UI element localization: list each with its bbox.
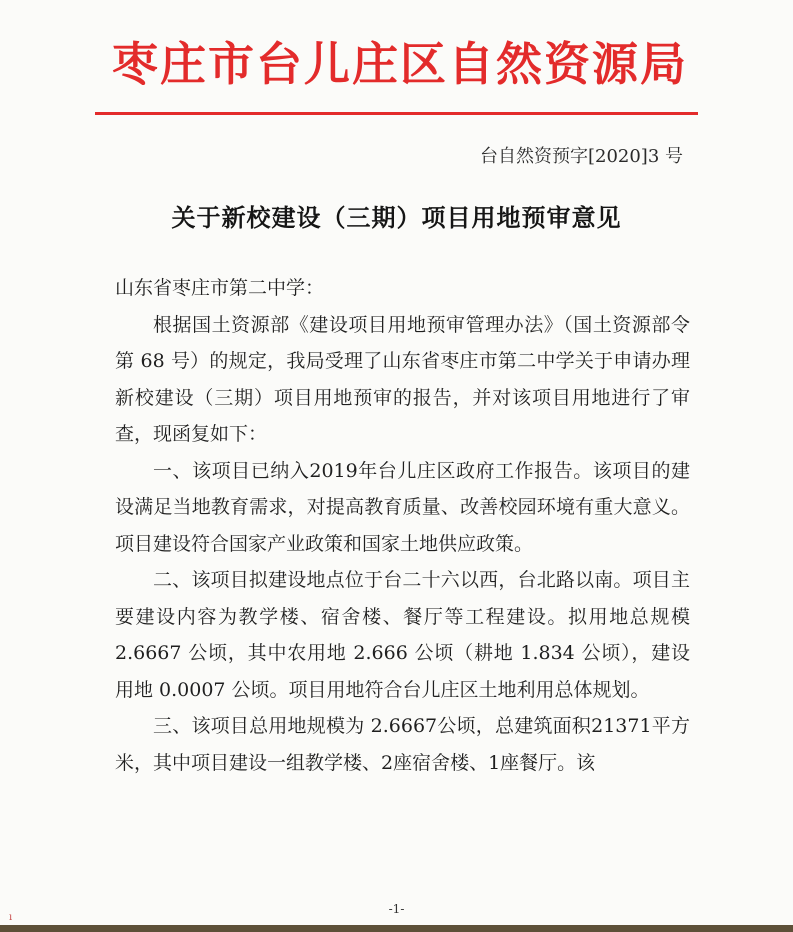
body-paragraph: 二、该项目拟建设地点位于台二十六以西，台北路以南。项目主要建设内容为教学楼、宿舍楼、餐厅等工程建设。拟用地总规模 2.6667 公顷，其中农用地 2.666 公顷（耕地 1.834 公顷），建设用地 0.0007 公顷。项目用地符合台儿庄区土地利用总体规划。 (115, 569, 690, 701)
scan-bottom-band (0, 925, 793, 932)
page-number: -1- (388, 902, 405, 916)
header-organization-title: 枣庄市台儿庄区自然资源局 (112, 37, 688, 91)
scan-edge-mark: ı (9, 912, 13, 923)
document-body (115, 270, 690, 781)
header-red-divider (95, 112, 698, 115)
body-paragraph: 一、该项目已纳入2019年台儿庄区政府工作报告。该项目的建设满足当地教育需求，对提高教育质量、改善校园环境有重大意义。项目建设符合国家产业政策和国家土地供应政策。 (115, 459, 690, 555)
salutation: 山东省枣庄市第二中学： (115, 277, 325, 299)
body-paragraph: 三、该项目总用地规模为 2.6667公顷，总建筑面积21371平方米，其中项目建设一组教学楼、2座宿舍楼、1座餐厅。该 (115, 715, 690, 774)
body-paragraph: 根据国土资源部《建设项目用地预审管理办法》（国土资源部令第 68 号）的规定，我局受理了山东省枣庄市第二中学关于申请办理新校建设（三期）项目用地预审的报告，并对该项目用地进行了审查，现函复如下： (115, 313, 690, 445)
document-number: 台自然资预字[2020]3 号 (479, 146, 683, 167)
document-title: 关于新校建设（三期）项目用地预审意见 (171, 204, 622, 232)
